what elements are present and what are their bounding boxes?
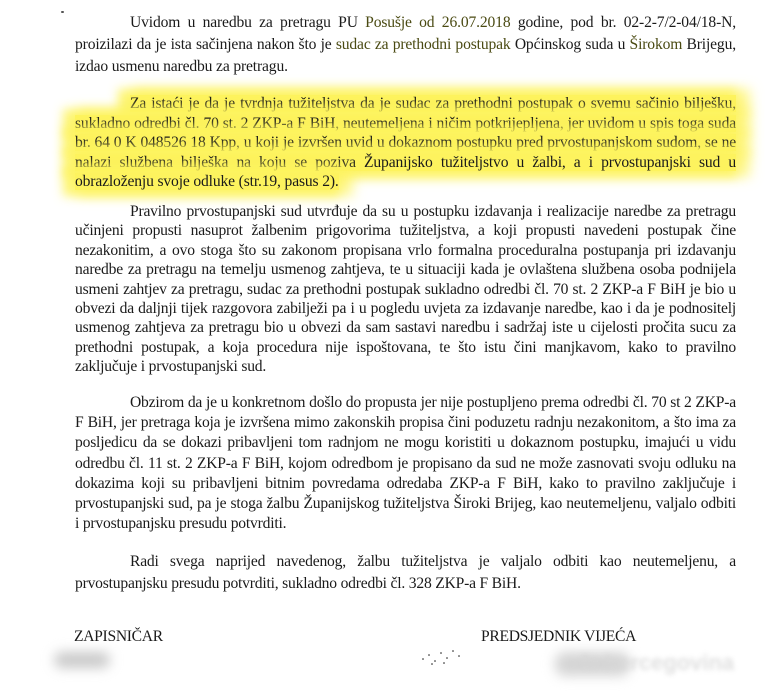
paragraph-search-warrant-review [75,12,736,78]
p1-seg-4: Općinskog suda u [510,36,630,53]
paragraph-first-instance-court-finding: Pravilno prvostupanjski sud utvrđuje da su u postupku izdavanja i realizacije naredbe za pretragu učinjeni propusti nasuprot žalbenim prigovorima tužiteljstva, a koji propusti navedeni postupak čine nezakonitim, a ovo stoga što su zakonom propisana vrlo formalna proceduralna postupanja pri izdavanju naredbe za pretragu na temelju usmenog zahtjeva, te u situaciji kada je ovlaštena službena osoba podnijela usmeni zahtjev za pretragu, sudac za prethodni postupak sukladno odredbi čl. 70 st. 2 ZKP-a F BiH je bio u obvezi da daljnji tijek razgovora zabilježi pa i u pogledu uvjeta za izdavanje naredbe, kao i da je podnositelj usmenog zahtjeva za pretragu bio u obvezi da sam sastavi naredbu i sadržaj iste u cijelosti pročita sucu za prethodni postupak, a koja procedura nije ispoštovana, te što istu čini manjkavom, kako to pravilno zaključuje i prvostupanjski sud. [75,203,736,376]
p1-seg-6: Brijegu, izdao usmenu naredbu za pretragu. [75,36,736,75]
paragraph-highlighted-prosecution-claim [75,94,736,192]
p1-seg-0: Uvidom u naredbu za pretragu PU [130,14,366,31]
paragraph-conclusion: Radi svega naprijed navedenog, žalbu tužiteljstva je valjalo odbiti kao neutemeljenu, a prvostupanjsku presudu potvrditi, sukladno odredbi čl. 328 ZKP-a F BiH. [75,553,736,592]
p1-seg-3: sudac za prethodni postupak [335,36,511,53]
signature-label-recorder: ZAPISNIČAR [74,628,163,645]
watermark-logo: ↻ hercegovina [580,650,735,675]
signature-label-panel-president: PREDSJEDNIK VIJEĆA [481,628,637,645]
highlighted-text: Za istaći je da je tvrdnja tužiteljstva da je sudac za prethodni postupak o svemu sačinio bilješku, sukladno odredbi čl. 70 st. 2 ZKP-a F BiH, neutemeljena i ničim potkrijepljena, jer uvidom u spis toga suda br. 64 0 K 048526 18 Kpp, u koji je izvršen uvid u dokaznom postupku pred prvostupanjskom sudom, se ne nalazi službena bilješka na koju se poziva Županijsko tužiteljstvo u žalbi, a i prvostupanjski sud u obrazloženju svoje odluke (str.19, pasus 2). [75,95,736,191]
stamp-residue [418,648,478,668]
p1-seg-2: godine, pod br. 02-2-7/2-04/18-N, proizilazi da je ista sačinjena nakon što je [75,14,736,53]
p1-seg-1: Posušje od 26.07.2018 [365,14,511,31]
watermark-text: hercegovina [604,650,735,675]
redacted-recorder-name [54,652,110,668]
scan-speck [61,11,64,13]
paragraph-procedural-omission: Obzirom da je u konkretnom došlo do propusta jer nije postupljeno prema odredbi čl. 70 st 2 ZKP-a F BiH, jer pretraga koja je izvršena mimo zakonskih propisa čini poduzetu radnju nezakonitom, a što ima za posljedicu da se dokazi pribavljeni tom radnjom ne mogu koristiti u dokaznom postupku, imajući u vidu odredbu čl. 11 st. 2 ZKP-a F BiH, kojom odredbom je propisano da sud ne može zasnovati svoju odluku na dokazima koji su pribavljeni bitnim povredama odredaba ZKP-a F BiH, kako to pravilno zaključuje i prvostupanjski sud, pa je stoga žalbu Županijskog tužiteljstva Široki Brijeg, kao neutemeljenu, valjalo odbiti i prvostupanjsku presudu potvrditi. [75,394,736,533]
p1-seg-5: Širokom [629,36,683,53]
